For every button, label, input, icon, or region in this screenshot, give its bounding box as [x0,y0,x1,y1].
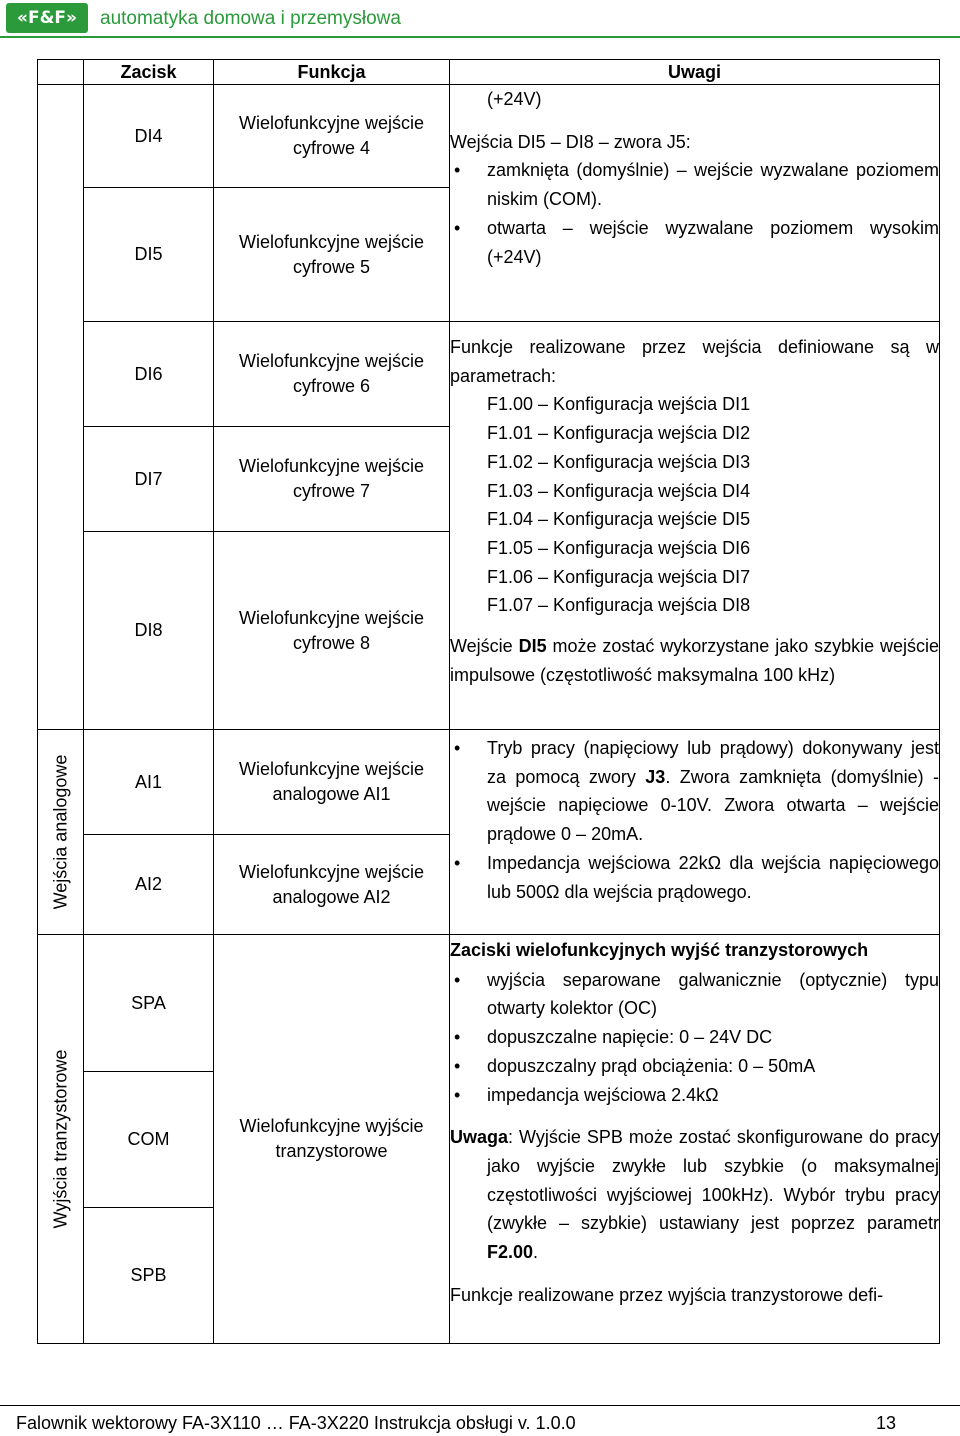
uwaga-note: Uwaga: Wyjście SPB może zostać skonfigurowane do pracy jako wyjście zwykłe lub szybkie (o maksymalnej częstotliwości wyjściowej 100kHz). Wybór trybu pracy (zwykłe – szybkie) ustawiany jest poprzez parametr F2.00. [450,1127,939,1263]
table-header-row [38,60,940,85]
note-bullet: • Impedancja wejściowa 22kΩ dla wejścia napięciowego lub 500Ω dla wejścia prądowego. [450,849,939,906]
footer-divider [0,1405,960,1406]
terminal-cell: DI4 [84,85,214,188]
function-cell: Wielofunkcyjne wejście cyfrowe 4 [214,85,450,188]
param-item: F1.05 – Konfiguracja wejścia DI6 [487,537,751,558]
param-item: F1.04 – Konfiguracja wejście DI5 [487,509,751,530]
note-top: (+24V) [487,89,542,109]
header-zacisk: Zacisk [84,60,214,85]
table-row [38,322,940,427]
note-bullet: • dopuszczalny prąd obciążenia: 0 – 50mA [450,1052,939,1081]
note-bullet: • wyjścia separowane galwanicznie (optycznie) typu otwarty kolektor (OC) [450,966,939,1023]
function-cell: Wielofunkcyjne wejście cyfrowe 5 [214,188,450,322]
note-bullet: • zamknięta (domyślnie) – wejście wyzwalane poziomem niskim (COM). [450,156,939,213]
header-empty [38,60,84,85]
group-label-empty [38,85,84,730]
param-list [450,390,939,620]
group-label-transistor: Wyjścia tranzystorowe [38,935,84,1344]
terminal-cell: DI6 [84,322,214,427]
param-item: F1.02 – Konfiguracja wejścia DI3 [487,451,751,472]
function-cell: Wielofunkcyjne wejście analogowe AI2 [214,835,450,935]
header-uwagi: Uwagi [450,60,940,85]
param-item: F1.07 – Konfiguracja wejścia DI8 [487,595,751,616]
table-row [38,730,940,835]
trailing-text: Funkcje realizowane przez wyjścia tranzystorowe defi- [450,1284,884,1305]
terminal-cell: DI7 [84,427,214,532]
terminal-cell: SPA [84,935,214,1072]
group-label-analog: Wejścia analogowe [38,730,84,935]
function-cell: Wielofunkcyjne wejście cyfrowe 8 [214,532,450,730]
param-item: F1.06 – Konfiguracja wejścia DI7 [487,566,751,587]
param-item: F1.00 – Konfiguracja wejścia DI1 [487,394,751,415]
brand-logo: «F&F» [6,3,88,33]
transistor-title: Zaciski wielofunkcyjnych wyjść tranzystorowych [450,940,869,960]
note-bullet: • dopuszczalne napięcie: 0 – 24V DC [450,1023,939,1052]
terminal-cell: AI1 [84,730,214,835]
function-cell: Wielofunkcyjne wejście analogowe AI1 [214,730,450,835]
function-cell: Wielofunkcyjne wejście cyfrowe 7 [214,427,450,532]
table-row [38,935,940,1072]
params-intro: Funkcje realizowane przez wejścia definiowane są w parametrach: [450,337,939,386]
table-row [38,85,940,188]
note-bullet: • otwarta – wejście wyzwalane poziomem wysokim (+24V) [450,214,939,271]
terminal-cell: DI5 [84,188,214,322]
note-title: Wejścia DI5 – DI8 – zwora J5: [450,131,691,152]
notes-cell-transistor [450,935,940,1344]
note-bullet: • impedancja wejściowa 2.4kΩ [450,1081,939,1110]
terminal-cell: AI2 [84,835,214,935]
header-title: automatyka domowa i przemysłowa [100,8,401,29]
function-cell: Wielofunkcyjne wejście cyfrowe 6 [214,322,450,427]
function-cell: Wielofunkcyjne wyjście tranzystorowe [214,935,450,1344]
terminal-table [37,59,940,1344]
notes-cell-di6-di8 [450,322,940,730]
header-funkcja: Funkcja [214,60,450,85]
notes-cell-di4-di5 [450,85,940,322]
terminal-cell: DI8 [84,532,214,730]
page-number: 13 [876,1413,897,1433]
terminal-cell: SPB [84,1208,214,1344]
param-item: F1.01 – Konfiguracja wejścia DI2 [487,423,751,444]
footer-document-title: Falownik wektorowy FA-3X110 … FA-3X220 Instrukcja obsługi v. 1.0.0 [16,1413,576,1433]
note-bullet: • Tryb pracy (napięciowy lub prądowy) dokonywany jest za pomocą zwory J3. Zwora zamknięta (domyślnie) - wejście napięciowe 0-10V. Zwora otwarta – wejście prądowe 0 – 20mA. [450,734,939,849]
param-item: F1.03 – Konfiguracja wejścia DI4 [487,480,751,501]
di5-note: Wejście DI5 może zostać wykorzystane jako szybkie wejście impulsowe (częstotliwość maksymalna 100 kHz) [450,636,940,685]
header-divider [0,36,960,38]
terminal-cell: COM [84,1072,214,1208]
notes-cell-analog [450,730,940,935]
